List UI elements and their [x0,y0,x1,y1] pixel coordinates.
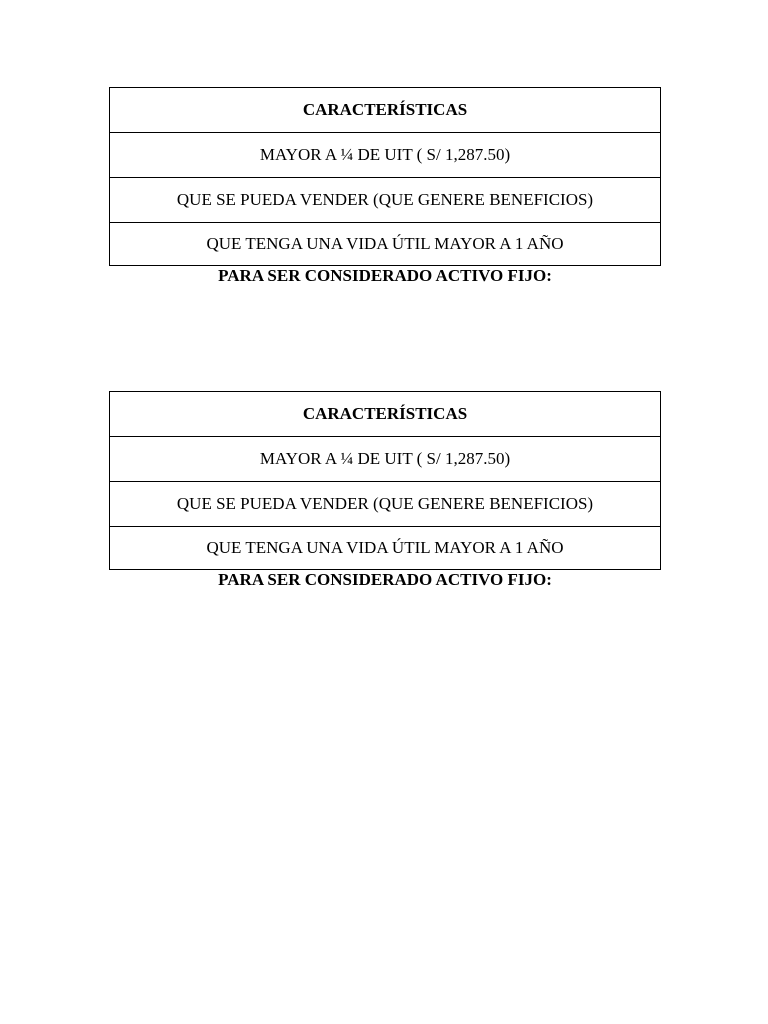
table-caption: PARA SER CONSIDERADO ACTIVO FIJO: [218,266,552,285]
table-header-row [110,392,661,437]
table-row [110,178,661,223]
characteristics-block-1 [109,87,661,286]
table-row [110,437,661,482]
table-cell: MAYOR A ¼ DE UIT ( S/ 1,287.50) [110,437,661,482]
table-cell: QUE TENGA UNA VIDA ÚTIL MAYOR A 1 AÑO [110,223,661,266]
table-row [110,527,661,570]
table-header-cell: CARACTERÍSTICAS [110,392,661,437]
table-header-row [110,88,661,133]
table-cell: MAYOR A ¼ DE UIT ( S/ 1,287.50) [110,133,661,178]
table-row [110,133,661,178]
characteristics-table-1 [109,87,661,266]
table-cell: QUE TENGA UNA VIDA ÚTIL MAYOR A 1 AÑO [110,527,661,570]
table-row [110,223,661,266]
table-cell: QUE SE PUEDA VENDER (QUE GENERE BENEFICIOS) [110,178,661,223]
table-caption: PARA SER CONSIDERADO ACTIVO FIJO: [218,570,552,589]
table-header-cell: CARACTERÍSTICAS [110,88,661,133]
characteristics-table-2 [109,391,661,570]
characteristics-block-2 [109,391,661,590]
table-row [110,482,661,527]
table-cell: QUE SE PUEDA VENDER (QUE GENERE BENEFICIOS) [110,482,661,527]
